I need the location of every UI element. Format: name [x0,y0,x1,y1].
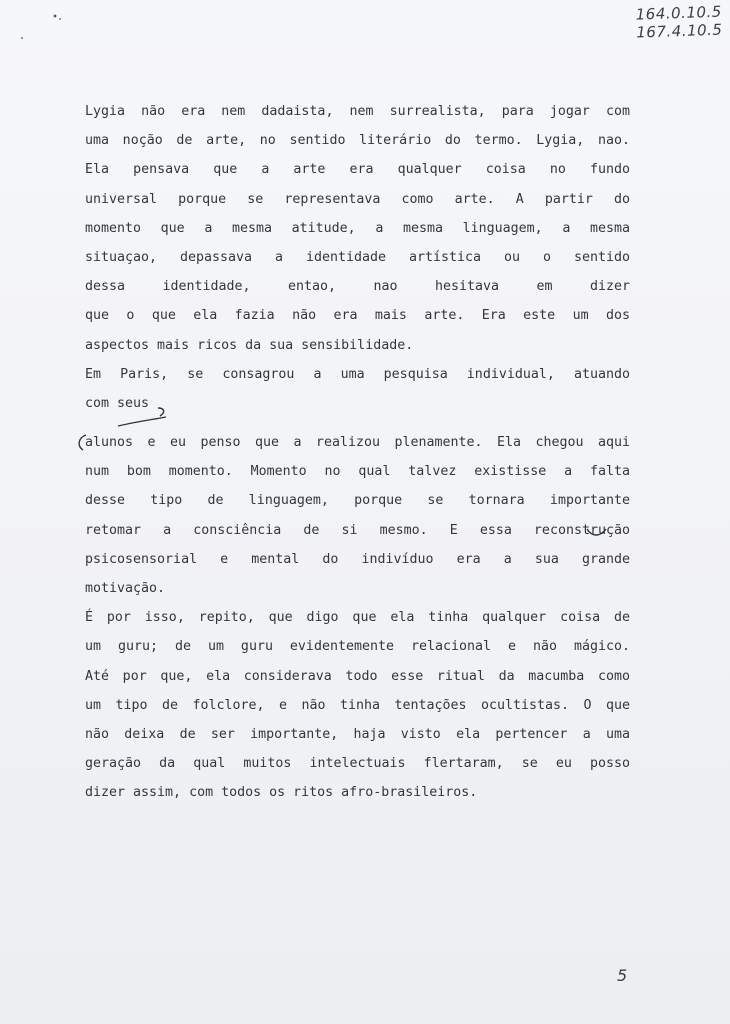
text-line: motivação. [85,581,166,596]
line-gap [85,418,630,428]
text-line: momento que a mesma atitude, a mesma linguagem, a mesma [85,220,630,236]
text-line: universal porque se representava como arte. A partir do [85,191,630,207]
text-line: aspectos mais ricos da sua sensibilidade. [85,337,414,353]
text-line: um guru; de um guru evidentemente relacional e não mágico. [85,639,630,655]
text-line: dizer assim, com todos os ritos afro-brasileiros. [85,785,478,801]
text-line: É por isso, repito, que digo que ela tinha qualquer coisa de [85,610,630,626]
text-line: desse tipo de linguagem, porque se tornara importante [85,493,630,509]
text-line: situaçao, depassava a identidade artística ou o sentido [85,249,630,265]
text-line: um tipo de folclore, e não tinha tentações ocultistas. O que [85,697,630,713]
text-line: uma noção de arte, no sentido literário do termo. Lygia, nao. [85,133,630,149]
reference-line-2: 167.4.10.5 [636,20,723,42]
reference-line-1: 164.0.10.5 [635,2,723,24]
text-line: dessa identidade, entao, nao hesitava em dizer [85,279,630,295]
text-line: geração da qual muitos intelectuais flertaram, se eu posso [85,756,630,772]
text-line: não deixa de ser importante, haja visto ela pertencer a uma [85,726,630,742]
text-line: Ela pensava que a arte era qualquer coisa no fundo [85,162,630,178]
text-line: com seus [85,395,150,411]
handwritten-reference-number [635,2,726,41]
page-number: 5 [617,966,628,985]
text-line: alunos e eu penso que a realizou plenamente. Ela chegou aqui [85,435,630,451]
typed-body-text [85,97,630,808]
text-line: Lygia não era nem dadaista, nem surrealista, para jogar com [85,104,630,119]
text-line: retomar a consciência de si mesmo. E essa reconstrução [85,522,630,538]
text-line: Em Paris, se consagrou a uma pesquisa individual, atuando [85,366,630,382]
text-line: Até por que, ela considerava todo esse ritual da macumba como [85,668,630,684]
text-line: num bom momento. Momento no qual talvez existisse a falta [85,464,630,480]
text-line: que o que ela fazia não era mais arte. Era este um dos [85,308,630,324]
text-line: psicosensorial e mental do indivíduo era a sua grande [85,551,630,567]
paper-specks [0,0,80,60]
